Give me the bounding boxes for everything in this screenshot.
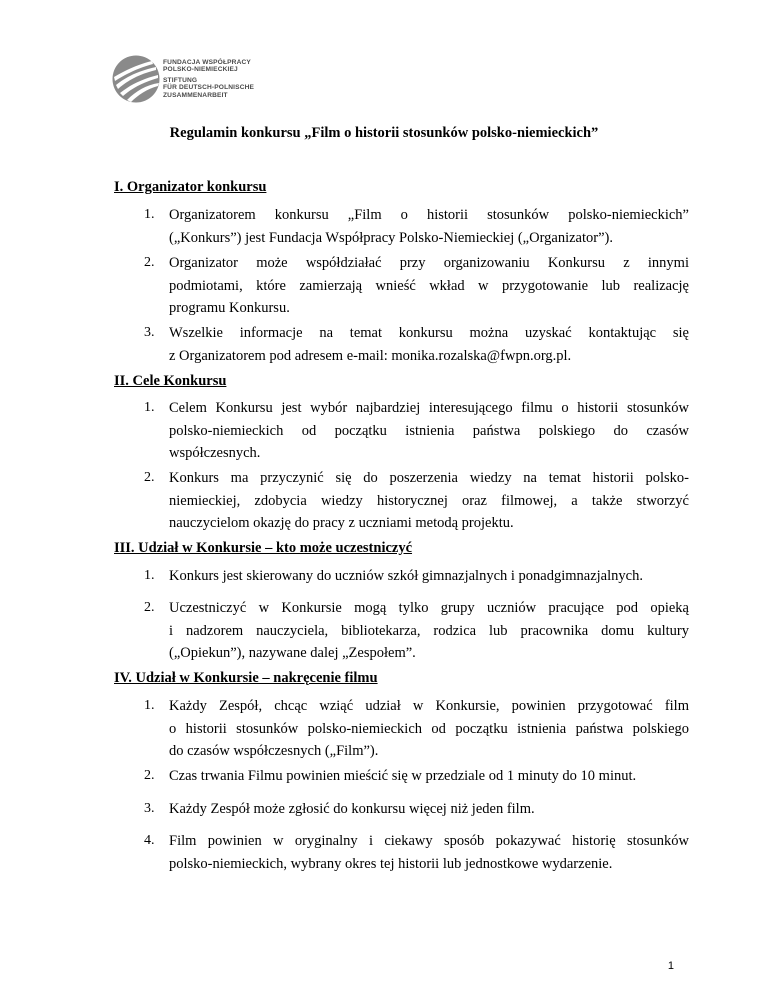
logo-text-line: ZUSAMMENARBEIT <box>163 91 228 99</box>
item-line: podmiotami, które zamierzają wnieść wkład w przygotowanie lub realizację <box>169 277 689 294</box>
item-text <box>169 695 689 763</box>
document-title: Regulamin konkursu „Film o historii stosunków polsko-niemieckich” <box>169 125 599 141</box>
item-line: Organizator może współdziałać przy organizowaniu Konkursu z innymi <box>169 255 689 271</box>
item-line: polsko-niemieckich od początku istnienia państwa polskiego do czasów <box>169 422 689 439</box>
item-number: 3. <box>144 801 155 816</box>
foundation-logo <box>112 55 312 115</box>
item-number: 2. <box>144 600 155 615</box>
item-line: Wszelkie informacje na temat konkursu można uzyskać kontaktując się <box>169 325 689 341</box>
item-number: 4. <box>144 833 155 848</box>
item-number: 3. <box>144 325 155 340</box>
item-text <box>169 798 689 821</box>
item-line: Film powinien w oryginalny i ciekawy sposób pokazywać historię stosunków <box>169 833 689 849</box>
item-number: 1. <box>144 698 155 713</box>
logo-text-line: POLSKO-NIEMIECKIEJ <box>163 66 238 74</box>
item-number: 2. <box>144 255 155 270</box>
item-text <box>169 565 689 588</box>
logo-text-line: FÜR DEUTSCH-POLNISCHE <box>163 84 255 92</box>
item-line: Organizatorem konkursu „Film o historii stosunków polsko-niemieckich” <box>169 207 689 223</box>
item-text <box>169 322 689 367</box>
item-line: Czas trwania Filmu powinien mieścić się w przedziale od 1 minuty do 10 minut. <box>169 768 637 784</box>
item-line: nauczycielom okazję do pracy z uczniami metodą projektu. <box>169 515 514 531</box>
item-line: współczesnych. <box>169 445 261 461</box>
item-number: 1. <box>144 400 155 415</box>
item-number: 2. <box>144 768 155 783</box>
item-line: z Organizatorem pod adresem e-mail: monika.rozalska@fwpn.org.pl. <box>169 347 572 364</box>
logo-emblem-icon <box>112 55 160 103</box>
item-line: o historii stosunków polsko-niemieckich od początku istnienia państwa polskiego <box>169 720 689 737</box>
section-heading: II. Cele Konkursu <box>114 373 227 389</box>
item-text <box>169 252 689 320</box>
item-line: („Konkurs”) jest Fundacja Współpracy Polsko-Niemieckiej („Organizator”). <box>169 229 613 246</box>
item-line: Uczestniczyć w Konkursie mogą tylko grupy uczniów pracujące pod opieką <box>169 600 689 616</box>
item-number: 2. <box>144 470 155 485</box>
logo-text-line: STIFTUNG <box>163 76 198 84</box>
item-text <box>169 597 689 665</box>
item-line: Konkurs jest skierowany do uczniów szkół gimnazjalnych i ponadgimnazjalnych. <box>169 568 643 584</box>
logo-text-line: FUNDACJA WSPÓŁPRACY <box>163 59 251 66</box>
logo-wordmark <box>163 59 254 99</box>
item-text <box>169 467 689 535</box>
item-text <box>169 397 689 465</box>
item-line: programu Konkursu. <box>169 300 290 316</box>
item-line: Każdy Zespół, chcąc wziąć udział w Konkursie, powinien przygotować film <box>169 698 689 714</box>
item-line: Konkurs ma przyczynić się do poszerzenia wiedzy na temat historii polsko- <box>169 470 689 486</box>
item-number: 1. <box>144 568 155 583</box>
section-heading: III. Udział w Konkursie – kto może uczestniczyć <box>114 540 413 556</box>
item-line: Każdy Zespół może zgłosić do konkursu więcej niż jeden film. <box>169 801 535 817</box>
item-number: 1. <box>144 207 155 222</box>
section-heading: I. Organizator konkursu <box>114 179 267 195</box>
item-line: Celem Konkursu jest wybór najbardziej interesującego filmu o historii stosunków <box>169 400 689 416</box>
item-line: i nadzorem nauczyciela, bibliotekarza, rodzica lub pracownika domu kultury <box>169 622 689 639</box>
item-line: do czasów współczesnych („Film”). <box>169 743 379 759</box>
item-line: niemieckiej, zdobycia wiedzy historycznej oraz filmowej, a także stworzyć <box>169 492 689 509</box>
item-text <box>169 830 689 875</box>
section-heading: IV. Udział w Konkursie – nakręcenie filmu <box>114 670 378 686</box>
item-text <box>169 204 689 249</box>
item-line: („Opiekun”), nazywane dalej „Zespołem”. <box>169 645 416 661</box>
item-line: polsko-niemieckich, wybrany okres tej historii lub jednostkowe wydarzenie. <box>169 855 613 872</box>
page-number: 1 <box>667 960 674 972</box>
item-text <box>169 765 689 788</box>
